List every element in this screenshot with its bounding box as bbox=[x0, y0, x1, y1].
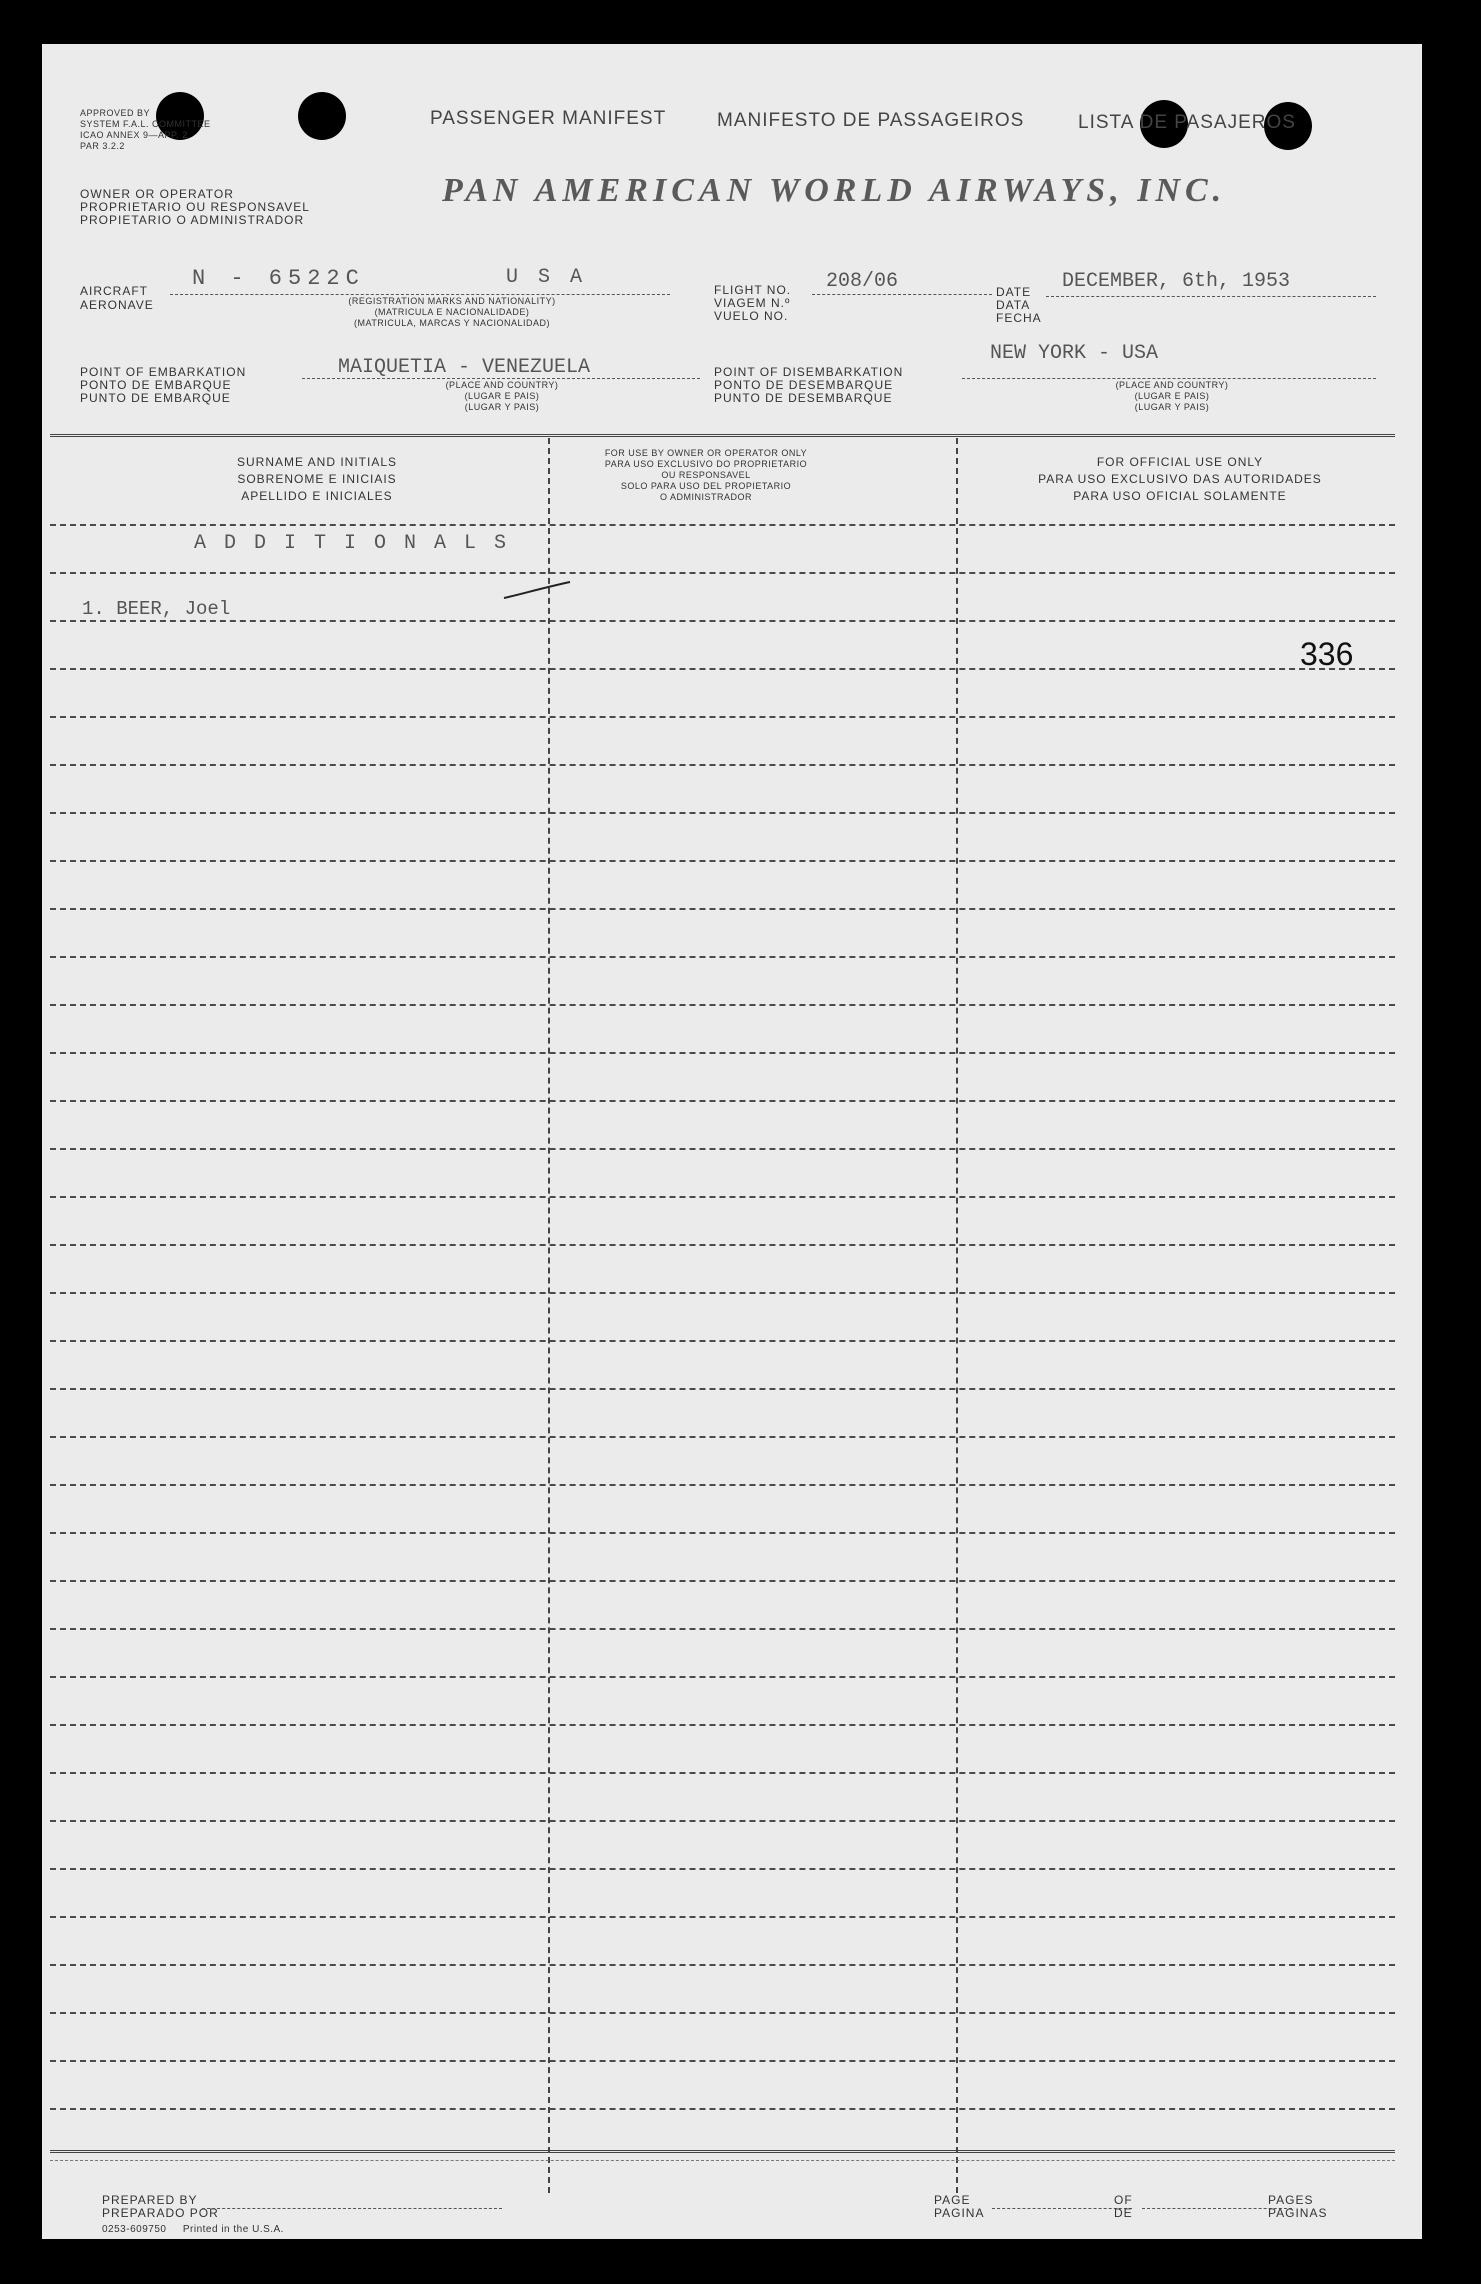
embarkation-caption-pt: (LUGAR E PAIS) bbox=[464, 391, 540, 401]
column-divider-2 bbox=[956, 438, 958, 2193]
column-header-official-use-es: PARA USO OFICIAL SOLAMENTE bbox=[1073, 489, 1287, 503]
aircraft-caption-es: (MATRICULA, MARCAS Y NACIONALIDAD) bbox=[353, 318, 551, 328]
embarkation-value: MAIQUETIA - VENEZUELA bbox=[338, 356, 591, 379]
row-line bbox=[50, 1724, 1395, 1726]
approved-line-1: APPROVED BY bbox=[80, 108, 151, 118]
row-line bbox=[50, 1100, 1395, 1102]
row-line bbox=[50, 1772, 1395, 1774]
of-label-en: OF bbox=[1114, 2193, 1133, 2207]
table-bottom-border bbox=[50, 2150, 1395, 2153]
column-header-owner-use-5: O ADMINISTRADOR bbox=[659, 492, 752, 502]
owner-label-en: OWNER OR OPERATOR bbox=[80, 187, 234, 201]
title-spanish: LISTA DE PASAJEROS bbox=[1078, 112, 1296, 133]
flight-underline bbox=[812, 294, 992, 295]
date-label-es: FECHA bbox=[996, 311, 1042, 325]
aircraft-label-en: AIRCRAFT bbox=[80, 284, 148, 298]
row-line bbox=[50, 812, 1395, 814]
punch-hole-2 bbox=[298, 92, 346, 140]
owner-label-es: PROPIETARIO O ADMINISTRADOR bbox=[80, 213, 305, 227]
form-number bbox=[102, 2224, 284, 2236]
column-header-surname-es: APELLIDO E INICIALES bbox=[241, 489, 393, 503]
flight-label-pt: VIAGEM N.º bbox=[714, 296, 791, 310]
row-line bbox=[50, 1340, 1395, 1342]
disembarkation-label-es: PUNTO DE DESEMBARQUE bbox=[714, 391, 893, 405]
row-line bbox=[50, 1964, 1395, 1966]
embarkation-label-es: PUNTO DE EMBARQUE bbox=[80, 391, 231, 405]
owner-name: PAN AMERICAN WORLD AIRWAYS, INC. bbox=[442, 172, 1227, 209]
row-line bbox=[50, 1196, 1395, 1198]
row-line bbox=[50, 620, 1395, 622]
title-portuguese: MANIFESTO DE PASSAGEIROS bbox=[717, 110, 1025, 131]
page-label bbox=[934, 2194, 984, 2220]
row-line bbox=[50, 1484, 1395, 1486]
row-line bbox=[50, 908, 1395, 910]
table-top-border bbox=[50, 434, 1395, 437]
disembarkation-caption-es: (LUGAR Y PAIS) bbox=[1134, 402, 1210, 412]
approved-line-2: SYSTEM F.A.L. COMMITTEE bbox=[80, 119, 211, 129]
approved-line-3: ICAO ANNEX 9—APP. 2 bbox=[80, 130, 188, 140]
aircraft-underline bbox=[170, 294, 670, 295]
aircraft-caption-en: (REGISTRATION MARKS AND NATIONALITY) bbox=[348, 296, 556, 306]
row-line bbox=[50, 1916, 1395, 1918]
additionals-heading: A D D I T I O N A L S bbox=[194, 532, 510, 555]
manifest-paper bbox=[42, 44, 1422, 2239]
page-underline bbox=[992, 2208, 1132, 2209]
of-label bbox=[1114, 2194, 1133, 2220]
passenger-entry-1: 1. BEER, Joel bbox=[82, 598, 231, 620]
row-line bbox=[50, 1244, 1395, 1246]
flight-label bbox=[714, 284, 791, 323]
disembarkation-label-en: POINT OF DISEMBARKATION bbox=[714, 365, 904, 379]
prepared-by-label bbox=[102, 2194, 219, 2220]
disembarkation-caption bbox=[1082, 380, 1262, 413]
disembarkation-caption-pt: (LUGAR E PAIS) bbox=[1134, 391, 1210, 401]
row-line bbox=[50, 2108, 1395, 2110]
date-label-pt: DATA bbox=[996, 298, 1031, 312]
of-label-es: DE bbox=[1114, 2206, 1133, 2220]
row-line bbox=[50, 1532, 1395, 1534]
prepared-by-underline bbox=[202, 2208, 502, 2209]
embarkation-label-en: POINT OF EMBARKATION bbox=[80, 365, 247, 379]
row-line bbox=[50, 1868, 1395, 1870]
disembarkation-caption-en: (PLACE AND COUNTRY) bbox=[1115, 380, 1229, 390]
row-line bbox=[50, 764, 1395, 766]
owner-label-pt: PROPRIETARIO OU RESPONSAVEL bbox=[80, 200, 310, 214]
disembarkation-label bbox=[714, 366, 903, 405]
pages-label bbox=[1268, 2194, 1327, 2220]
column-header-owner-use-4: SOLO PARA USO DEL PROPIETARIO bbox=[620, 481, 792, 491]
embarkation-caption bbox=[412, 380, 592, 413]
row-line bbox=[50, 716, 1395, 718]
aircraft-label bbox=[80, 284, 154, 312]
page-label-en: PAGE bbox=[934, 2193, 971, 2207]
owner-label bbox=[80, 188, 310, 227]
flight-label-es: VUELO NO. bbox=[714, 309, 789, 323]
aircraft-caption bbox=[262, 296, 642, 329]
column-header-owner-use-1: FOR USE BY OWNER OR OPERATOR ONLY bbox=[604, 448, 808, 458]
row-line bbox=[50, 1388, 1395, 1390]
row-line bbox=[50, 1436, 1395, 1438]
disembarkation-underline bbox=[962, 378, 1376, 379]
embarkation-label-pt: PONTO DE EMBARQUE bbox=[80, 378, 232, 392]
page-label-es: PAGINA bbox=[934, 2206, 985, 2220]
embarkation-label bbox=[80, 366, 246, 405]
footer-rule bbox=[50, 2160, 1395, 2161]
date-value: DECEMBER, 6th, 1953 bbox=[1062, 270, 1291, 293]
aircraft-caption-pt: (MATRICULA E NACIONALIDADE) bbox=[374, 307, 530, 317]
row-line bbox=[50, 1820, 1395, 1822]
column-divider-1 bbox=[548, 438, 550, 2193]
disembarkation-label-pt: PONTO DE DESEMBARQUE bbox=[714, 378, 894, 392]
column-header-surname-pt: SOBRENOME E INICIAIS bbox=[237, 472, 397, 486]
printed-in-usa: Printed in the U.S.A. bbox=[182, 2224, 284, 2235]
column-header-owner-use bbox=[556, 448, 856, 503]
aircraft-nationality: U S A bbox=[506, 266, 587, 289]
aircraft-value: N - 6522C bbox=[192, 266, 365, 291]
approved-block bbox=[80, 108, 211, 152]
column-header-surname bbox=[52, 454, 582, 505]
column-header-official-use-en: FOR OFFICIAL USE ONLY bbox=[1096, 455, 1264, 469]
aircraft-label-pt: AERONAVE bbox=[80, 298, 154, 312]
row-line bbox=[50, 572, 1395, 574]
prepared-by-es: PREPARADO POR bbox=[102, 2206, 219, 2220]
row-line bbox=[50, 1292, 1395, 1294]
column-header-official-use bbox=[960, 454, 1400, 505]
row-line bbox=[50, 1580, 1395, 1582]
row-line bbox=[50, 1676, 1395, 1678]
pen-stroke-mark bbox=[502, 576, 572, 604]
date-label bbox=[996, 286, 1042, 325]
pages-label-es: PAGINAS bbox=[1268, 2206, 1328, 2220]
row-line bbox=[50, 2060, 1395, 2062]
row-line bbox=[50, 860, 1395, 862]
row-line bbox=[50, 1052, 1395, 1054]
title-english: PASSENGER MANIFEST bbox=[430, 108, 667, 129]
embarkation-caption-en: (PLACE AND COUNTRY) bbox=[445, 380, 559, 390]
prepared-by-en: PREPARED BY bbox=[102, 2193, 198, 2207]
form-number-text: 0253-609750 bbox=[102, 2224, 167, 2235]
stamped-number: 336 bbox=[1300, 636, 1354, 672]
approved-line-4: PAR 3.2.2 bbox=[80, 141, 125, 151]
pages-label-en: PAGES bbox=[1268, 2193, 1314, 2207]
row-line bbox=[50, 1628, 1395, 1630]
row-line bbox=[50, 1004, 1395, 1006]
column-header-owner-use-2: PARA USO EXCLUSIVO DO PROPRIETARIO bbox=[604, 459, 808, 469]
row-line bbox=[50, 524, 1395, 526]
date-underline bbox=[1046, 296, 1376, 297]
flight-label-en: FLIGHT NO. bbox=[714, 283, 792, 297]
embarkation-caption-es: (LUGAR Y PAIS) bbox=[464, 402, 540, 412]
column-header-owner-use-3: OU RESPONSAVEL bbox=[661, 470, 751, 480]
row-line bbox=[50, 956, 1395, 958]
row-line bbox=[50, 1148, 1395, 1150]
date-label-en: DATE bbox=[996, 285, 1032, 299]
row-line bbox=[50, 2012, 1395, 2014]
column-header-surname-en: SURNAME AND INITIALS bbox=[236, 455, 398, 469]
column-header-official-use-pt: PARA USO EXCLUSIVO DAS AUTORIDADES bbox=[1038, 472, 1322, 486]
row-line bbox=[50, 668, 1395, 670]
flight-value: 208/06 bbox=[826, 270, 899, 293]
disembarkation-value: NEW YORK - USA bbox=[990, 342, 1159, 365]
